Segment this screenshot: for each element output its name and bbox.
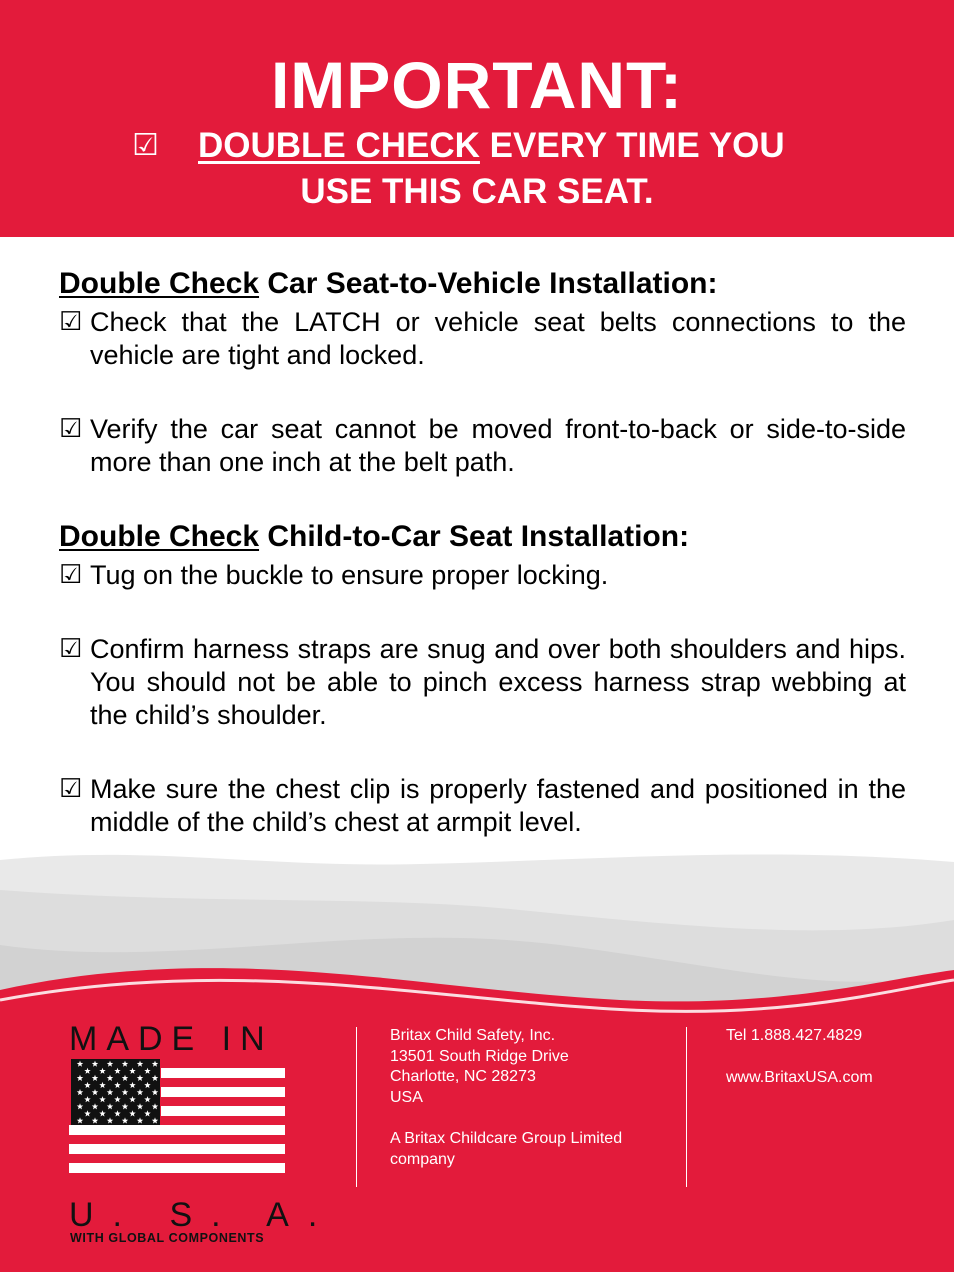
checklist-item-text: Check that the LATCH or vehicle seat belts connections to the vehicle are tight and locked. [90, 307, 906, 370]
phone-number: Tel 1.888.427.4829 [726, 1027, 863, 1044]
street-address: 13501 South Ridge Drive [390, 1047, 569, 1065]
section-title-vehicle [59, 262, 906, 306]
checklist-item-text: Make sure the chest clip is properly fastened and positioned in the middle of the child’s chest at armpit level. [90, 774, 906, 837]
group-note-line-1: A Britax Childcare Group Limited [390, 1130, 623, 1147]
global-components-label: WITH GLOBAL COMPONENTS [70, 1231, 265, 1245]
checklist-item [59, 633, 906, 732]
subtitle-line-1 [198, 124, 785, 168]
checklist-item [59, 773, 906, 839]
group-note-line-2: company [390, 1150, 455, 1168]
checkbox-icon: ☑ [59, 414, 83, 444]
us-flag-icon [69, 1059, 285, 1181]
checklist-content [59, 262, 906, 839]
checkbox-icon: ☑ [59, 560, 83, 590]
company-name: Britax Child Safety, Inc. [390, 1027, 556, 1044]
company-contact [726, 1026, 873, 1088]
checklist-item-text: Tug on the buckle to ensure proper locking. [90, 560, 609, 590]
footer-divider [356, 1027, 357, 1187]
double-check-emphasis: DOUBLE CHECK [198, 126, 480, 165]
checkbox-icon: ☑ [59, 774, 83, 804]
checkbox-icon: ☑ [132, 128, 159, 163]
checklist-item [59, 413, 906, 479]
section-title-rest: Car Seat-to-Vehicle Installation: [259, 267, 718, 300]
checklist-item [59, 306, 906, 372]
city-state-zip: Charlotte, NC 28273 [390, 1068, 536, 1085]
subtitle-line-1-rest: EVERY TIME YOU [479, 126, 785, 165]
checklist-item-text: Verify the car seat cannot be moved front-to-back or side-to-side more than one inch at the belt path. [90, 414, 906, 477]
checklist-item [59, 559, 906, 592]
footer-divider [686, 1027, 687, 1187]
checkbox-icon: ☑ [59, 634, 83, 664]
header-banner [0, 0, 954, 237]
website-link[interactable]: www.BritaxUSA.com [726, 1068, 873, 1086]
made-in-label: MADE IN [69, 1020, 274, 1058]
important-heading: IMPORTANT: [270, 48, 684, 122]
section-title-child [59, 515, 906, 559]
section-title-emphasis: Double Check [59, 267, 260, 300]
checkbox-icon: ☑ [59, 307, 83, 337]
company-address [390, 1026, 622, 1170]
country: USA [390, 1088, 423, 1106]
usa-label: U. S. A. [69, 1196, 337, 1234]
section-title-emphasis: Double Check [59, 520, 260, 553]
subtitle-line-2: USE THIS CAR SEAT. [300, 172, 654, 211]
checklist-item-text: Confirm harness straps are snug and over both shoulders and hips. You should not be able to pinch excess harness strap webbing at the child’s shoulder. [90, 634, 906, 730]
section-title-rest: Child-to-Car Seat Installation: [259, 520, 690, 553]
